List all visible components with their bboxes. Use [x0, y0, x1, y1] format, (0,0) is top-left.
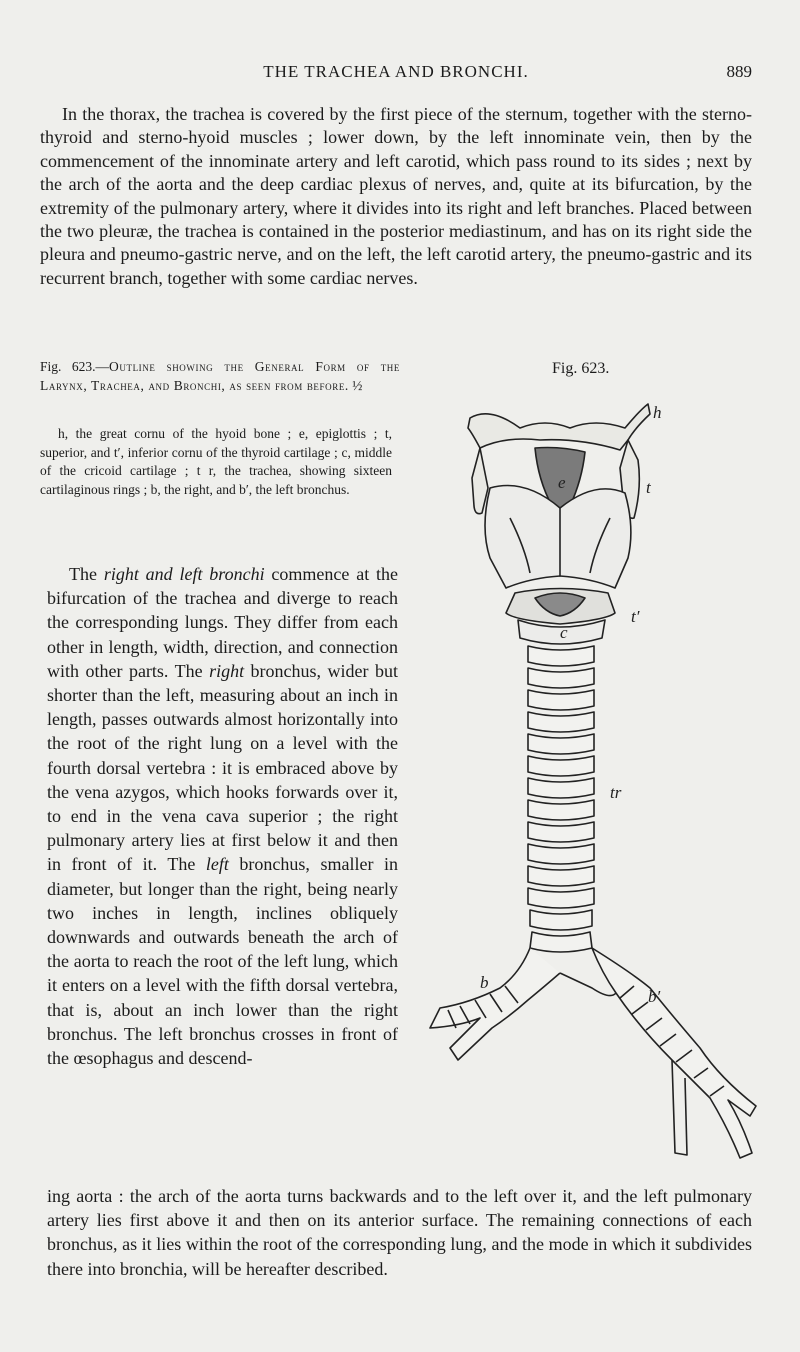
bronchi-right-term: right [209, 660, 245, 681]
figure-label: Fig. 623. [552, 360, 610, 377]
bronchi-paragraph [47, 562, 398, 1070]
label-h: h [653, 403, 662, 422]
left-superior-cornu [472, 448, 488, 514]
caption-title: Outline showing the General Form of the Larynx, Trachea, and Bronchi, as seen from before. [40, 359, 400, 393]
label-t-prime: t′ [631, 607, 640, 626]
running-title: THE TRACHEA AND BRONCHI. [263, 62, 529, 81]
right-bronchus [430, 948, 560, 1060]
bronchi-term: right and left bronchi [103, 564, 265, 584]
label-e: e [558, 473, 566, 492]
figure-legend: h, the great cornu of the hyoid bone ; e, epiglottis ; t, superior, and t′, inferior cornu of the thyroid cartilage ; c, middle of the cricoid cartilage ; t r, the trachea, showing sixteen cartilaginous rings ; b, the right, and b′, the left bronchus. [40, 426, 392, 497]
bronchi-text-c: bronchus, smaller in diameter, but longer than the right, being nearly two inches in length, inclines obliquely downwards and outwards beneath the arch of the aorta to reach the root of the left lung, which it enters on a level with the fifth dorsal vertebra, that is, about an inch lower than the right bronchus. The left bronchus crosses in front of the œsophagus and descend- [47, 854, 398, 1069]
label-b: b [480, 973, 489, 992]
bronchi-text-a: commence at the bifurcation of the trachea and diverge to reach the corresponding lungs. They differ from each other in length, width, direction, and connection with other parts. The [47, 564, 399, 681]
closing-paragraph: ing aorta : the arch of the aorta turns backwards and to the left over it, and the left pulmonary artery lies first above it and then on its anterior surface. The remaining connections of each bronchus, as it lies within the root of the corresponding lung, and the mode in which it subdivides there into bronchia, will be hereafter described. [47, 1186, 752, 1279]
trachea-illustration [410, 388, 780, 1178]
page-number: 889 [726, 62, 752, 81]
running-head [40, 62, 752, 86]
trachea-rings [528, 646, 594, 952]
bronchi-left-term: left [205, 854, 229, 875]
bronchi-text-b: bronchus, wider but shorter than the left, measuring about an inch in length, passes outwards almost horizontally into the root of the right lung on a level with the fourth dorsal vertebra : it is embraced above by the vena azygos, which hooks forwards over it, to end in the vena cava superior ; the right pulmonary artery lies at first below it and then in front of it. The [47, 660, 398, 875]
figure-caption [40, 357, 400, 395]
trachea-drawing [410, 388, 780, 1178]
label-t: t [646, 478, 651, 497]
caption-prefix: Fig. 623.— [40, 359, 110, 374]
label-c: c [560, 623, 568, 642]
bronchi-intro: The [69, 564, 104, 584]
hyoid-bone [468, 404, 650, 450]
intro-paragraph: In the thorax, the trachea is covered by the first piece of the sternum, together with the sterno-thyroid and sterno-hyoid muscles ; lower down, by the left innominate vein, then by the commencement of the innominate artery and left carotid, which pass round to its sides ; next by the arch of the aorta and the deep cardiac plexus of nerves, and, quite at its bifurcation, by the extremity of the pulmonary artery, where it divides into its right and left branches. Placed between the two pleuræ, the trachea is contained in the posterior mediastinum, and has on its right side the pleura and pneumo-gastric nerve, and on the left, the left carotid artery, the pneumo-gastric and its recurrent branch, together with some cardiac nerves. [40, 104, 752, 288]
label-b-prime: b′ [648, 987, 661, 1006]
label-tr: tr [610, 783, 622, 802]
caption-scale: ½ [352, 378, 363, 393]
